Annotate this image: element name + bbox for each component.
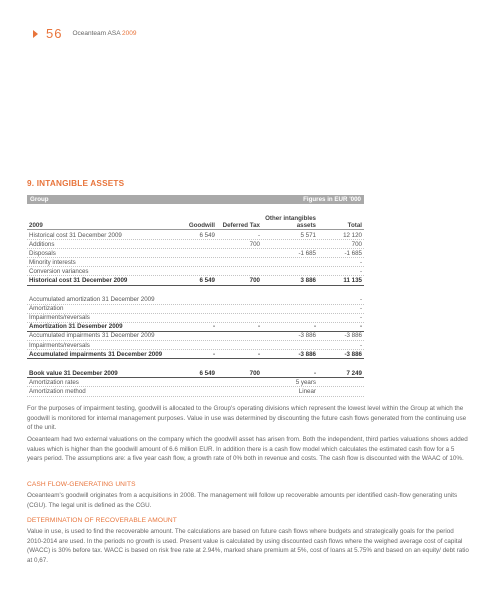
cell-other-intangibles: -3 886	[298, 350, 316, 358]
group-label: Group	[30, 196, 49, 203]
cell-other-intangibles: 5 571	[300, 231, 316, 239]
company-name: Oceanteam ASA	[72, 30, 121, 37]
cell-other-intangibles: -	[313, 369, 316, 377]
cell-deferred-tax: -	[257, 231, 260, 239]
table-row	[27, 240, 364, 249]
impairment-paragraph: For the purposes of impairment testing, goodwill is allocated to the Group's operating divisions which represent the lowest level within the Group at which the goodwill is monitored for internal management purposes. Value in use was determined by discounting the future cash flows generated from the continuing use of the unit.	[27, 405, 467, 432]
cell-total: -	[359, 305, 362, 313]
cell-label: Accumulated impairments 31 December 2009	[29, 332, 155, 340]
table-row	[27, 369, 364, 378]
cell-total: -3 886	[344, 350, 362, 358]
column-header-deferred-tax: Deferred Tax	[222, 221, 260, 229]
cell-label: Amortization	[29, 305, 64, 313]
table-row	[27, 387, 364, 396]
cell-goodwill: 6 549	[199, 231, 215, 239]
cell-label: Amortization 31 Desember 2009	[29, 323, 123, 331]
table-row	[27, 332, 364, 341]
table-row	[27, 231, 364, 240]
page-number: 56	[46, 26, 63, 41]
cell-total: 7 249	[346, 369, 362, 377]
column-header-other-intangibles: Other intangibles assets	[265, 214, 316, 229]
cell-goodwill: -	[212, 350, 215, 358]
cell-label: Accumulated impairments 31 December 2009	[29, 350, 163, 358]
cell-goodwill: 6 549	[199, 369, 215, 377]
cell-other-intangibles: 3 886	[300, 277, 316, 285]
table-row	[27, 276, 364, 285]
cell-label: Historical cost 31 December 2009	[29, 231, 122, 239]
cell-deferred-tax: 700	[249, 369, 260, 377]
figures-label: Figures in EUR '000	[303, 196, 361, 203]
table-row	[27, 350, 364, 359]
table-row	[27, 378, 364, 387]
cell-goodwill: 6 549	[199, 277, 215, 285]
valuation-paragraph: Oceanteam had two external valuations on the company which the goodwill asset has arisen from. Both the independent, third parties valuations shows added values which is higher than the goodwill amount of 6.6 million EUR. In addition there is a cash flow model which calculates the estimated cash flow for a 5 years period. The assumptions are: a five year cash flow, a growth rate of 0% both in revenue and costs. The cash flow is discounted with the WAAC of 10%.	[27, 436, 468, 463]
cell-other-intangibles: Linear	[298, 387, 316, 395]
cell-label: Book value 31 December 2009	[29, 369, 118, 377]
column-header-year: 2009	[29, 222, 43, 229]
recoverable-amount-heading: DETERMINATION OF RECOVERABLE AMOUNT	[27, 517, 177, 524]
cell-label: Disposals	[29, 249, 56, 257]
cell-goodwill: -	[212, 323, 215, 331]
cell-deferred-tax: 700	[249, 277, 260, 285]
table-spacer-row	[27, 286, 364, 296]
page-header	[33, 26, 136, 41]
table-body	[27, 231, 364, 397]
table-row	[27, 323, 364, 332]
cell-total: -	[359, 314, 362, 322]
cell-deferred-tax: -	[257, 350, 260, 358]
cgu-paragraph: Oceanteam's goodwill originates from a acquisitions in 2008. The management will follow up recoverable amounts per identified cash-flow generating units (CGU). The legal unit is defined as the CGU.	[27, 492, 458, 509]
cell-total: -	[359, 323, 362, 331]
cell-total: 11 135	[343, 277, 362, 285]
cell-other-intangibles: 5 years	[295, 378, 316, 386]
table-row	[27, 267, 364, 276]
table-row	[27, 249, 364, 258]
column-header-goodwill: Goodwill	[188, 221, 215, 229]
cell-label: Amortization method	[29, 387, 86, 395]
table-row	[27, 314, 364, 323]
page-arrow-icon	[33, 30, 38, 38]
cell-total: -1 685	[344, 249, 362, 257]
column-header-total: Total	[347, 221, 362, 229]
cell-total: -	[359, 341, 362, 349]
cell-other-intangibles: -1 685	[298, 249, 316, 257]
cell-total: -3 886	[344, 332, 362, 340]
table-group-bar	[27, 195, 364, 204]
table-row	[27, 296, 364, 305]
cell-label: Historical cost 31 December 2009	[29, 277, 128, 285]
cgu-heading: CASH FLOW-GENERATING UNITS	[27, 481, 136, 488]
cell-label: Impairments/reversals	[29, 314, 90, 322]
cell-total: 700	[351, 240, 362, 248]
table-header-row	[27, 204, 364, 230]
recoverable-amount-paragraph: Value in use, is used to find the recoverable amount. The calculations are based on future cash flows where budgets and strategically goals for the period 2010-2014 are used. In the periods no growth is used. Present value is calculated by using discounted cash flows where the weighed average cost of capital (WACC) is 30% before tax. WACC is based on risk free rate at 2.94%, marked share premium at 5%, cost of loans at 5.75% and based on an equity/ debt ratio at 0,67.	[27, 528, 469, 565]
cell-other-intangibles: -	[313, 323, 316, 331]
cell-other-intangibles: -3 886	[298, 332, 316, 340]
cell-deferred-tax: -	[257, 323, 260, 331]
cell-label: Amortization rates	[29, 378, 79, 386]
cell-total: -	[359, 267, 362, 275]
cell-label: Additions	[29, 240, 55, 248]
cell-total: -	[359, 258, 362, 266]
table-row	[27, 305, 364, 314]
section-title: 9. INTANGIBLE ASSETS	[27, 179, 125, 188]
cell-total: 12 120	[343, 231, 362, 239]
table-row	[27, 341, 364, 350]
cell-label: Conversion variances	[29, 267, 89, 275]
cell-label: Accumulated amortization 31 December 2009	[29, 296, 155, 304]
report-title	[72, 30, 136, 37]
cell-label: Minority interests	[29, 258, 76, 266]
table-spacer-row	[27, 359, 364, 369]
report-year: 2009	[121, 30, 137, 37]
intangible-assets-table	[27, 195, 364, 397]
table-row	[27, 258, 364, 267]
cell-total: -	[359, 296, 362, 304]
cell-label: Impairments/reversals	[29, 341, 90, 349]
cell-deferred-tax: 700	[249, 240, 260, 248]
